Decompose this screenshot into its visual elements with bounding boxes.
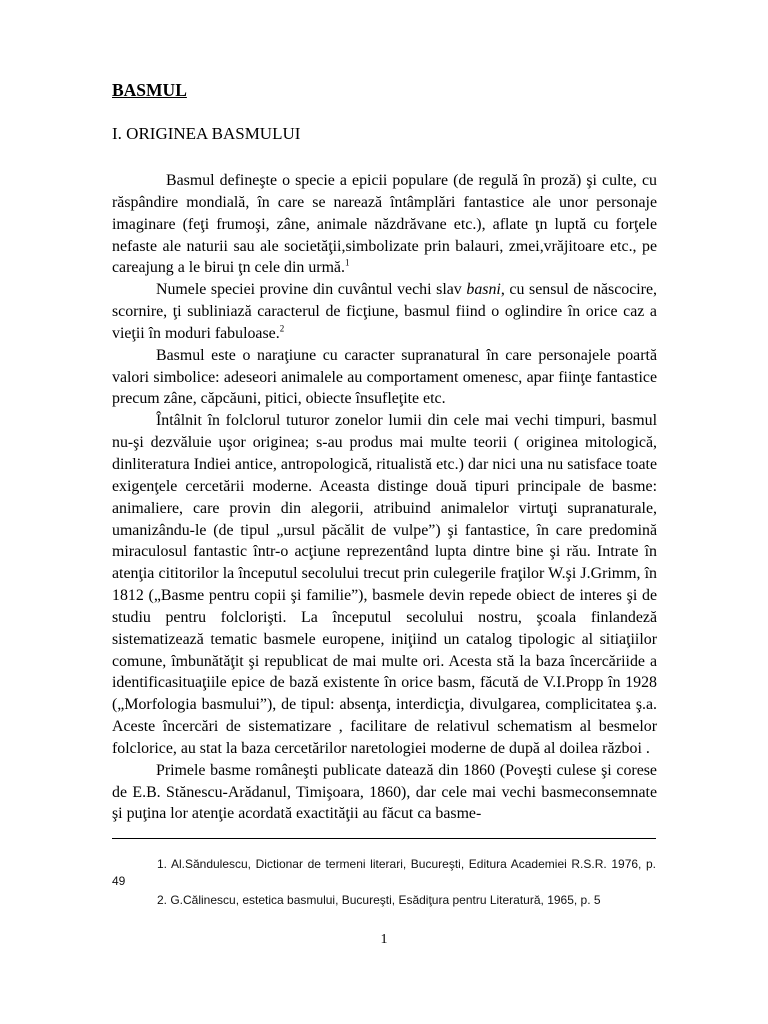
paragraph-4 (112, 410, 657, 760)
paragraph-2-text-start: Numele speciei provine din cuvântul vechi slav (156, 281, 467, 299)
paragraph-2 (112, 279, 657, 345)
footnote-ref-2: 2 (279, 323, 285, 334)
footnote-1: 1. Al.Săndulescu, Dictionar de termeni literari, Bucureşti, Editura Academiei R.S.R. 1976, p. 49 (112, 857, 656, 888)
paragraph-4-text: Întâlnit în folclorul tuturor zonelor lumii din cele mai vechi timpuri, basmul nu-şi dezvăluie uşor originea; s-au produs mai multe teorii ( originea mitologică, dinliteratura Indiei antice, antropologică, ritualistă etc.) dar nici una nu satisface toate exigenţele cercetării moderne. Aceasta distinge două tipuri principale de basme: animaliere, care provin din alegorii, atribuind animalelor virtuţi supranaturale, umanizându-le (de tipul „ursul păcălit de vulpe”) şi fantastice, în care predomină miraculosul fantastic într-o acţiune reprezentând lupta dintre bine şi rău. Intrate în atenţia cititorilor la începutul secolului trecut prin culegerile fraţilor W.şi J.Grimm, în 1812 („Basme pentru copii şi familie”), basmele devin repede obiect de interes şi de studiu pentru folclorişti. La începutul secolului nostru, şcoala finlandeză sistematizează tematic basmele europene, iniţiind un catalog tipologic al sitiaţiilor comune, îmbunătăţit şi republicat de mai multe ori. Acesta stă la baza încercăriide a identificasituaţiile epice de bază existente în orice basm, făcută de V.I.Propp în 1928 („Morfologia basmului”), de tipul: absenţa, interdicţia, divulgarea, complicitatea ş.a. Aceste încercări de sistematizare , facilitare de relativul schematism al besmelor folclorice, au stat la baza cercetărilor naretologiei moderne de după al doilea război . (112, 412, 657, 757)
section-heading: I. ORIGINEA BASMULUI (112, 124, 301, 143)
paragraph-3-text: Basmul este o naraţiune cu caracter supranatural în care personajele poartă valori simbolice: adeseori animalele au comportament omenesc, apar fiinţe fantastice precum zâne, căpcăuni, pitici, obiecte însufleţite etc. (112, 346, 657, 408)
footnote-ref-1: 1 (344, 258, 350, 269)
paragraph-2-emphasis: basni (466, 281, 501, 299)
footnote-2: 2. G.Călinescu, estetica basmului, Bucureşti, Esădiţura pentru Literatură, 1965, p. 5 (157, 893, 601, 907)
paragraph-2-text-end: , cu sensul de născocire, scornire, ţi subliniază caracterul de ficţiune, basmul fiind o oglindire în orice caz a vieţii în moduri fabuloase. (112, 281, 657, 342)
paragraph-5-text: Primele basme româneşti publicate datează din 1860 (Poveşti culese şi corese de E.B. Stănescu-Arădanul, Timişoara, 1860), dar cele mai vechi basmeconsemnate şi puţina lor atenţie acordată exactităţii au făcut ca basme- (112, 761, 657, 823)
document-title: BASMUL (112, 80, 187, 100)
body-text (112, 170, 657, 825)
paragraph-3 (112, 345, 657, 411)
paragraph-1 (112, 170, 657, 279)
footnotes (112, 856, 656, 912)
paragraph-5 (112, 760, 657, 826)
paragraph-1-text: Basmul defineşte o specie a epicii populare (de regulă în proză) şi culte, cu răspândire mondială, în care se narează întâmplări fantastice ale unor personaje imaginare (feţi frumoşi, zâne, animale năzdrăvane etc.), aflate ţn luptă cu forţele nefaste ale naturii sau ale societăţii,simbolizate prin balauri, zmei,vrăjitoare etc., pe careajung a le birui ţn cele din urmă. (112, 172, 657, 277)
page-number: 1 (380, 932, 388, 947)
footnote-separator (112, 838, 656, 839)
